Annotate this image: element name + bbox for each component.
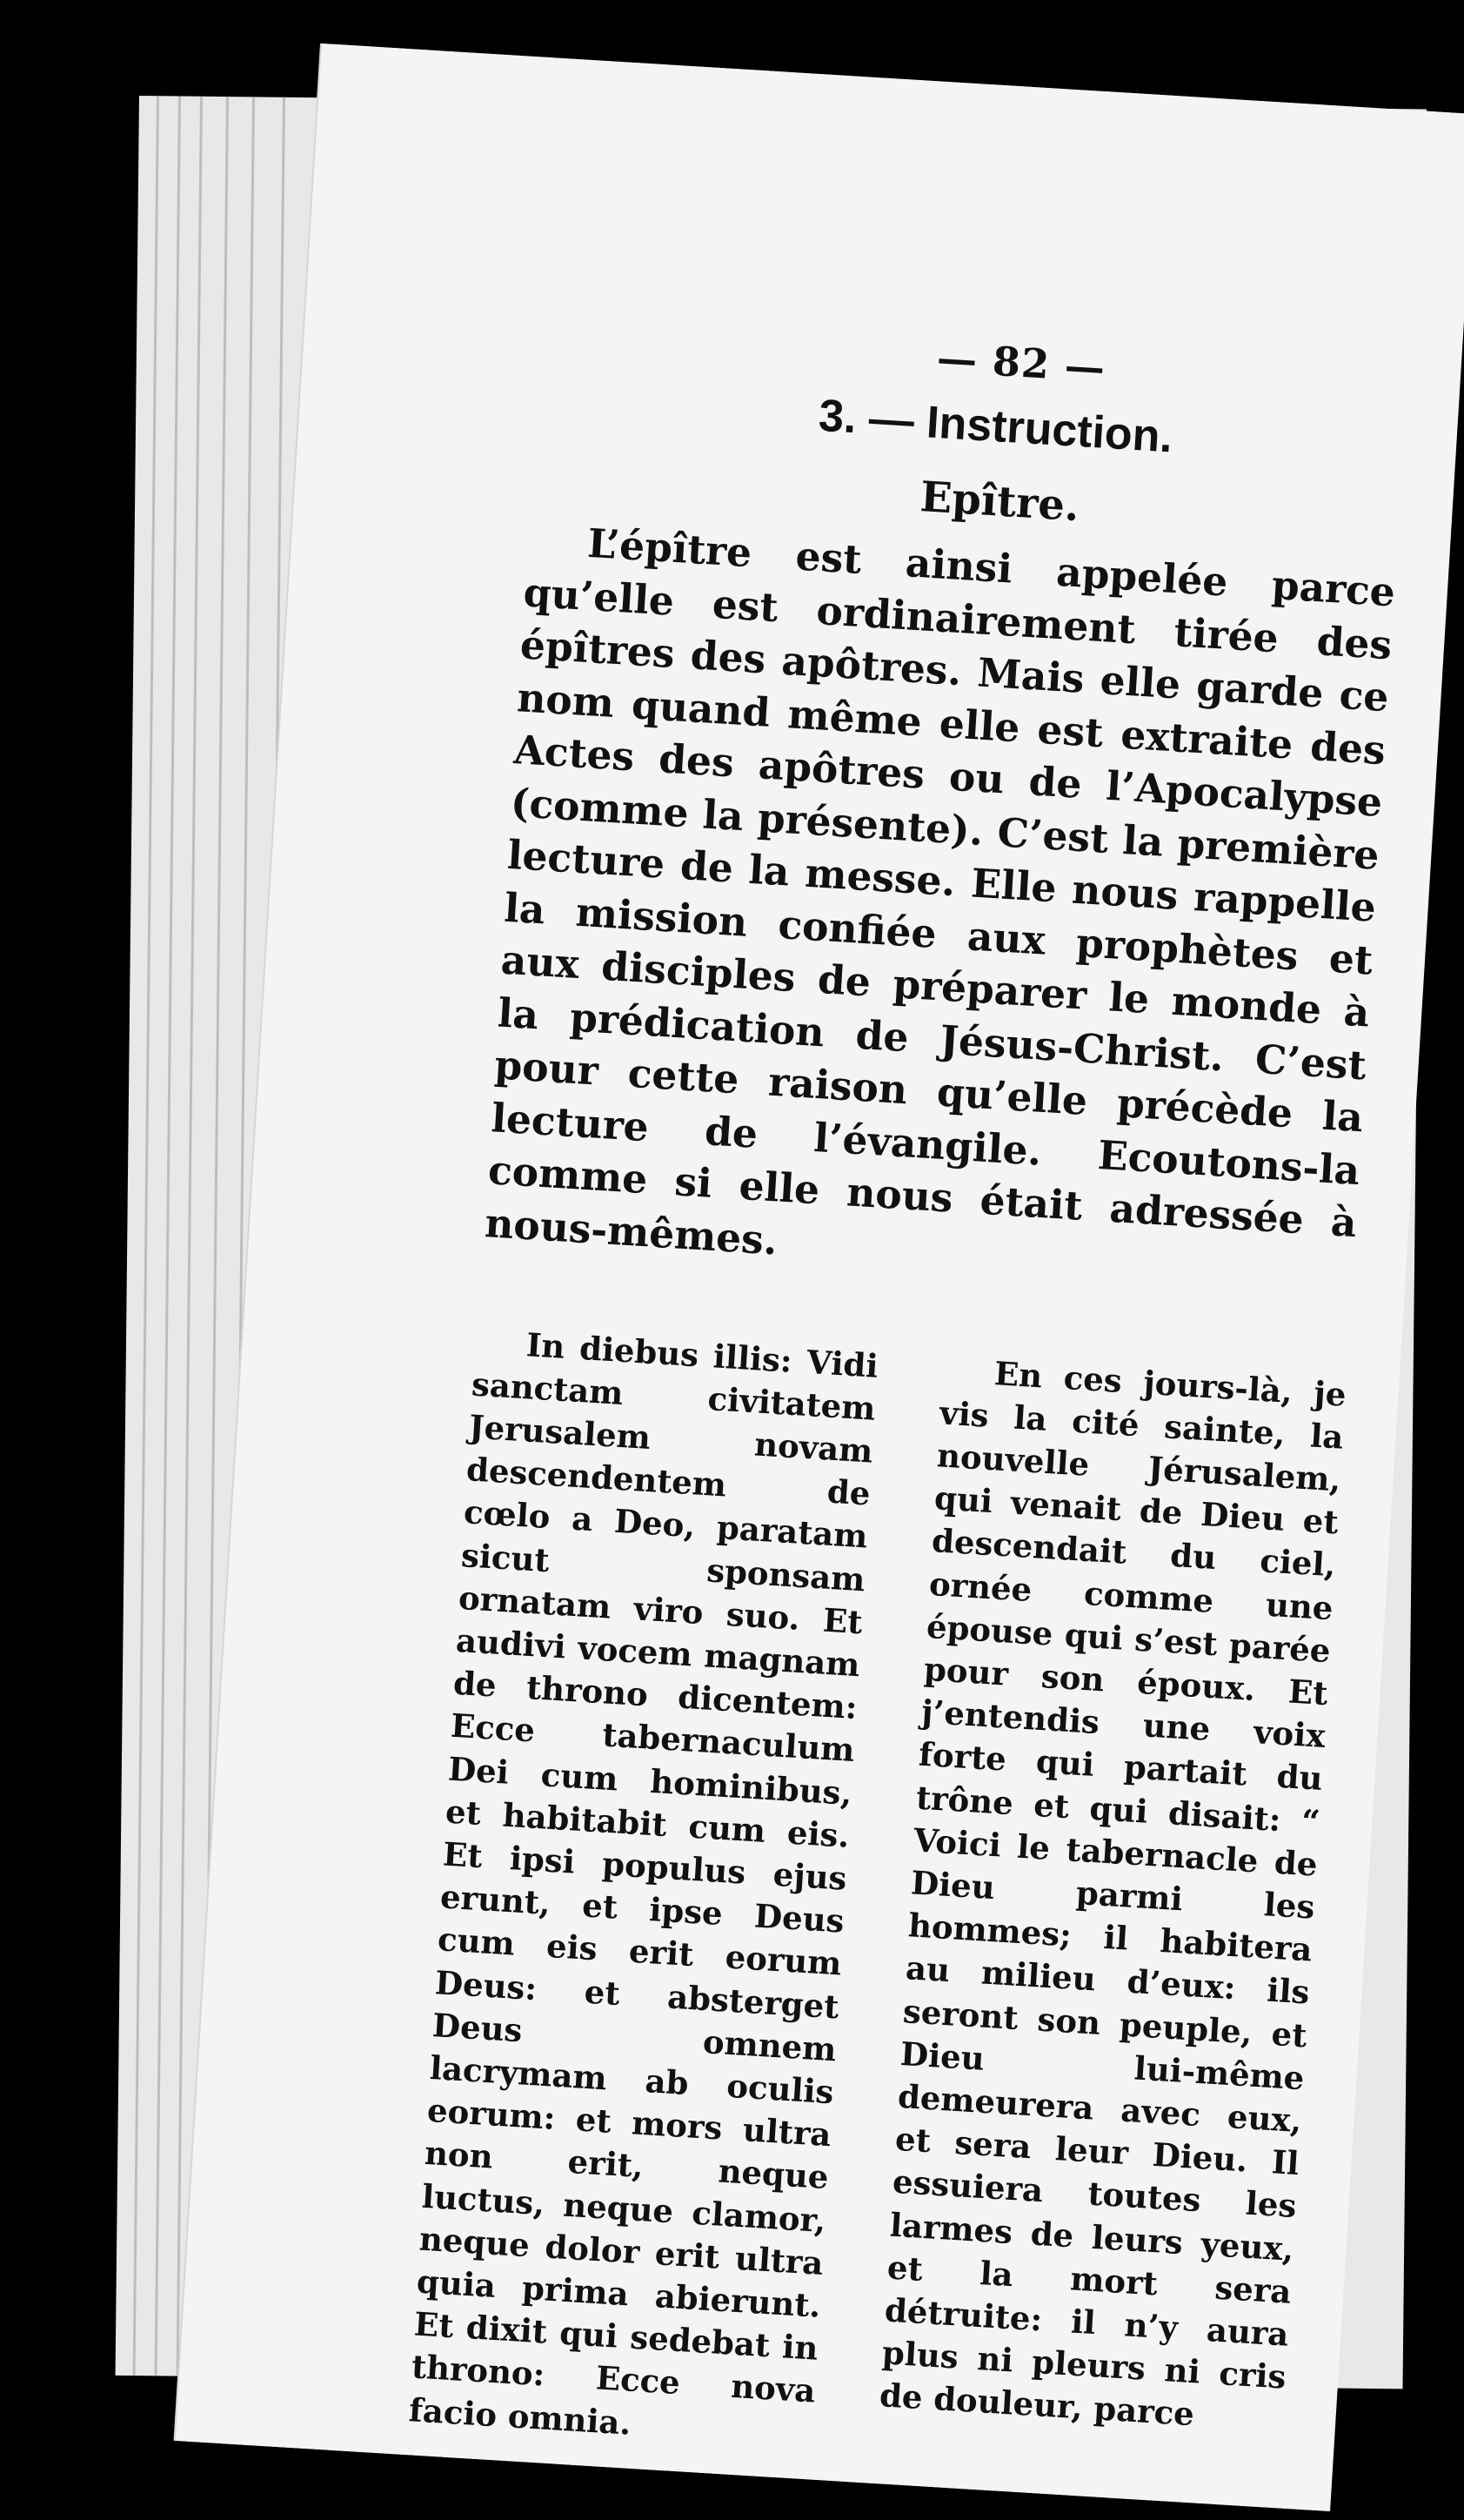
page-edge	[177, 97, 203, 2376]
latin-column: In diebus illis: Vidi sanctam civitatem Jerusalem novam descendentem de cœlo a Deo, paratam sicut sponsam ornatam viro suo. Et audivi vocem magnam de throno dicentem: Ecce tabernaculum Dei cum hominibus, et habitabit cum eis. Et ipsi populus ejus erunt, et ipse Deus cum eis erit eorum Deus: et absterget Deus omnem lacrymam ab oculis eorum: et mors ultra non erit, neque luctus, neque clamor, neque dolor erit ultra quia prima abierunt. Et dixit qui sedebat in throno: Ecce nova facio omnia.	[407, 1324, 879, 2443]
page-number: — 82 —	[935, 333, 1107, 392]
page-edge	[155, 96, 181, 2376]
page-edge	[133, 96, 159, 2376]
book-page	[176, 44, 1464, 2511]
page-content	[409, 310, 1409, 2517]
intro-paragraph: L’épître est ainsi appelée parce qu’elle est ordinairement tirée des épîtres des apôtres. Mais elle garde ce nom quand même elle est extraite des Actes des apôtres ou de l’Apocalypse (comme la présente). C’est la première lecture de la messe. Elle nous rappelle la mission confiée aux prophètes et aux disciples de préparer le monde à la prédication de Jésus-Christ. C’est pour cette raison qu’elle précède la lecture de l’évangile. Ecoutons-la comme si elle nous était adressée à nous-mêmes.	[484, 519, 1397, 1263]
section-title: 3. — Instruction.	[817, 390, 1174, 463]
subtitle: Epître.	[919, 473, 1081, 532]
french-column: En ces jours-là, je vis la cité sainte, la nouvelle Jérusalem, qui venait de Dieu et descendait du ciel, ornée comme une épouse qui s’est parée pour son époux. Et j’entendis une voix forte qui partait du trône et qui disait: “ Voici le tabernacle de Dieu parmi les hommes; il habitera au milieu d’eux: ils seront son peuple, et Dieu lui-même demeurera avec eux, et sera leur Dieu. Il essuiera toutes les larmes de leurs yeux, et la mort sera détruite: il n’y aura plus ni pleurs ni cris de douleur, parce	[878, 1353, 1347, 2434]
bilingual-columns	[409, 1288, 1349, 2517]
